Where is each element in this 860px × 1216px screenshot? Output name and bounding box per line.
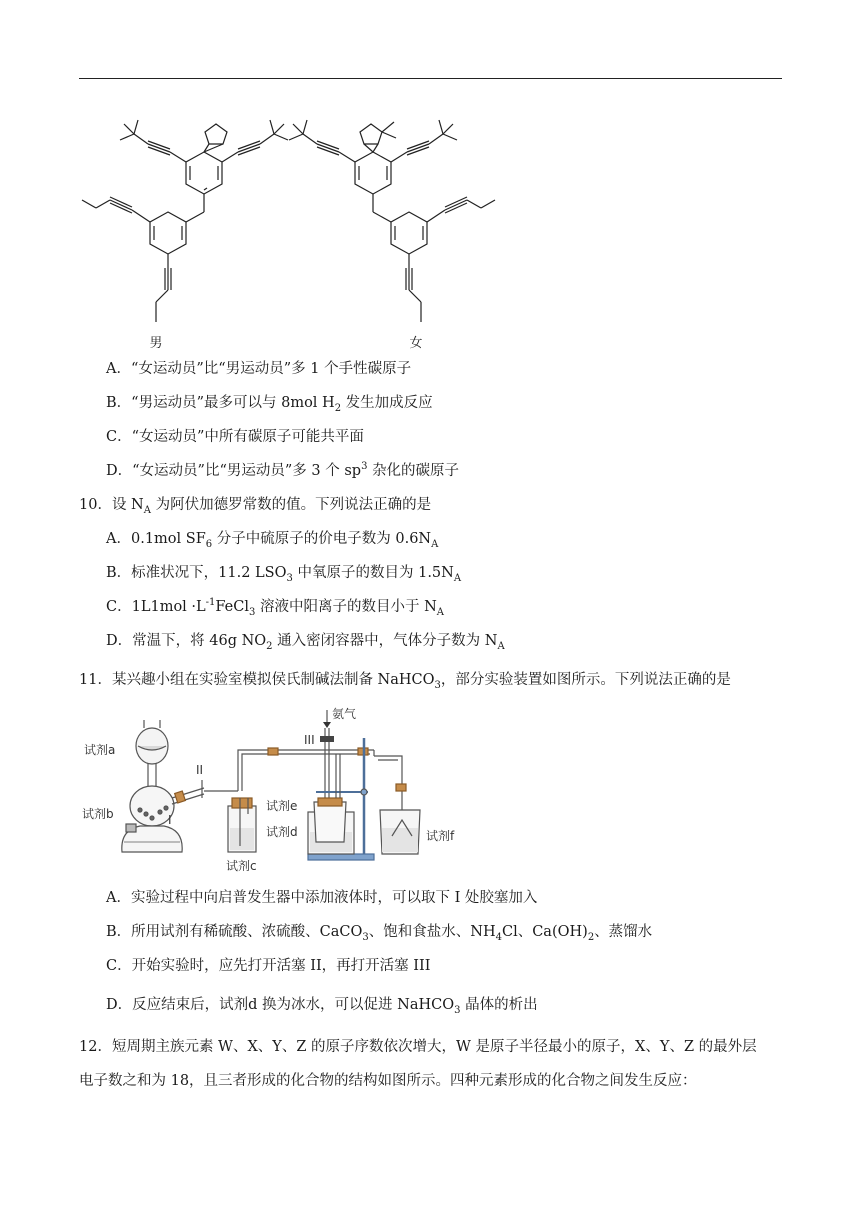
q11-option-d: D．反应结束后，试剂d 换为冰水，可以促进 NaHCO$_3$ 晶体的析出 — [106, 997, 538, 1016]
molecule-structures-figure — [70, 100, 510, 352]
q10-option-a: A．0.1mol $SF_6$ 分子中硫原子的价电子数为 $0.6N_A$ — [106, 531, 439, 550]
q10-option-c: C．$1L1mol \cdot L^{-1}FeCl_3$ 溶液中阳离子的数目小于 $N_A$ — [106, 597, 445, 618]
female-label: 女 — [409, 336, 423, 351]
beaker-f — [374, 756, 420, 854]
q9-option-b: B．“男运动员”最多可以与 8mol $H_2$ 发生加成反应 — [106, 395, 433, 414]
q10-option-b: B．标准状况下，11.2 $LSO_3$ 中氧原子的数目为 $1.5N_A$ — [106, 565, 462, 584]
q11-option-b: B．所用试剂有稀硫酸、浓硫酸、CaCO$_3$、饱和食盐水、$NH_4Cl$、$Ca(OH)_2$、蒸馏水 — [106, 924, 653, 943]
label-reagent-d: 试剂d — [266, 825, 298, 839]
label-valve-iii: III — [304, 733, 315, 747]
label-reagent-c: 试剂c — [226, 859, 257, 873]
q11-option-c: C．开始实验时，应先打开活塞 II，再打开活塞 III — [106, 958, 431, 974]
reaction-setup — [308, 738, 374, 860]
header-rule — [79, 78, 782, 79]
male-molecule — [82, 120, 288, 322]
lab-apparatus-figure — [80, 702, 480, 877]
q9-option-a: A．“女运动员”比“男运动员”多 1 个手性碳原子 — [106, 361, 412, 377]
q11-option-a: A．实验过程中向启普发生器中添加液体时，可以取下 I 处胶塞加入 — [106, 890, 538, 906]
label-valve-i: I — [168, 813, 172, 827]
female-molecule — [289, 120, 495, 322]
label-ammonia: 氨气 — [332, 707, 357, 721]
q10-option-d: D．常温下，将 46g $NO_2$ 通入密闭容器中，气体分子数为 $N_A$ — [106, 633, 505, 652]
q11-stem: 11．某兴趣小组在实验室模拟侯氏制碱法制备 NaHCO$_3$，部分实验装置如图所示。下列说法正确的是 — [79, 672, 731, 691]
label-reagent-f: 试剂f — [426, 829, 455, 843]
label-reagent-e: 试剂e — [266, 799, 298, 813]
male-label: 男 — [149, 336, 163, 351]
kipp-generator — [122, 720, 238, 852]
q9-option-d: D．“女运动员”比“男运动员”多 3 个 $sp^3$ 杂化的碳原子 — [106, 461, 460, 479]
q12-stem-line2: 电子数之和为 18，且三者形成的化合物的结构如图所示。四种元素形成的化合物之间发生反应： — [79, 1073, 697, 1089]
q10-stem: 10．设 $N_A$ 为阿伏加德罗常数的值。下列说法正确的是 — [79, 497, 432, 516]
q9-option-c: C．“女运动员”中所有碳原子可能共平面 — [106, 429, 364, 445]
label-reagent-a: 试剂a — [84, 743, 116, 757]
q12-stem-line1: 12．短周期主族元素 W、X、Y、Z 的原子序数依次增大，W 是原子半径最小的原子，X、Y、Z 的最外层 — [79, 1039, 757, 1055]
label-reagent-b: 试剂b — [82, 807, 114, 821]
label-valve-ii: II — [196, 763, 204, 777]
